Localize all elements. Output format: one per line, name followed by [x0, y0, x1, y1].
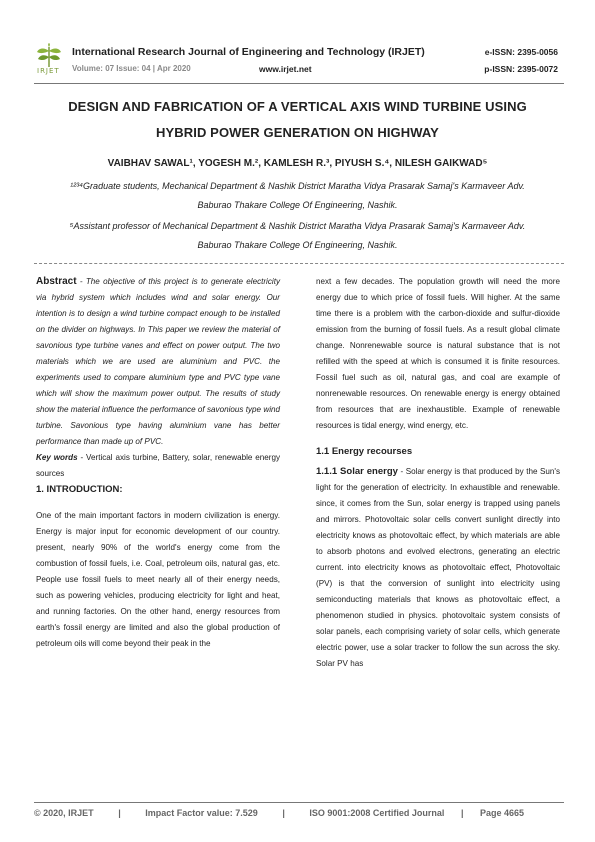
title-line-1: DESIGN AND FABRICATION OF A VERTICAL AXIS WIND TURBINE USING: [68, 99, 527, 114]
section-1-1-heading: 1.1 Energy recourses: [316, 446, 413, 457]
footer-impact-factor: Impact Factor value: 7.529: [145, 808, 258, 818]
footer-iso: ISO 9001:2008 Certified Journal: [309, 808, 445, 818]
header-divider: [34, 83, 564, 84]
authors: VAIBHAV SAWAL¹, YOGESH M.², KAMLESH R.³, PIYUSH S.⁴, NILESH GAIKWAD⁵: [107, 158, 488, 169]
footer-divider: [34, 802, 564, 803]
keywords: [36, 450, 280, 482]
journal-url[interactable]: www.irjet.net: [259, 64, 312, 74]
affiliation-2-line-1: ⁵Assistant professor of Mechanical Department & Nashik District Maratha Vidya Prasarak Samaj's Karmaveer Adv.: [69, 221, 526, 231]
intro-paragraph: One of the main important factors in modern civilization is energy. Energy is major input for economic development of our country. present, nearly 90% of the world's energy come from the combustion of fossil fuels, i.e. Coal, petroleum oils, natural gas, etc. People use fossil fuels to meet nearly all of their energy needs, such as powering vehicles, producing electricity for light and heat, and running factories. On the other hand, energy resources from earth's fossil energy are limited and also the global production of petroleum oils will come beyond their peak in the: [36, 511, 280, 648]
intro-heading: 1. INTRODUCTION:: [36, 484, 123, 495]
page-footer: © 2020, IRJET | Impact Factor value: 7.529 | ISO 9001:2008 Certified Journal | Page 4665: [34, 808, 525, 818]
volume-issue: Volume: 07 Issue: 04 | Apr 2020: [72, 64, 191, 73]
abstract-text: - The objective of this project is to generate electricity via hybrid system which includes wind and solar energy. Our intention is to design a wind turbine compact enough to be installed on the divider on highways. In This paper we review the material of savonious type turbine vanes and effect on power output. The two materials which we are used are aluminium and PVC. the experiments used to compare aluminium type and PVC type vane which will show the maximum power output. The results of study show the material influence the performance of savonious type wind turbine. Savonious type having aluminium vane has better performance than made up of PVC.: [36, 277, 280, 446]
keywords-text: - Vertical axis turbine, Battery, solar, renewable energy sources: [36, 453, 280, 478]
logo-text: IRJET: [37, 67, 60, 75]
paper-title: [30, 94, 565, 146]
affiliation-1-line-1: ¹²³⁴Graduate students, Mechanical Department & Nashik District Maratha Vidya Prasarak Samaj's Karmaveer Adv.: [70, 181, 525, 191]
title-line-2: HYBRID POWER GENERATION ON HIGHWAY: [156, 125, 439, 140]
dashed-separator: [34, 263, 564, 264]
affiliation-1-line-2: Baburao Thakare College Of Engineering, Nashik.: [197, 200, 398, 210]
journal-header: [34, 43, 564, 81]
affiliation-2: [40, 217, 555, 255]
solar-energy-paragraph: [316, 464, 560, 672]
e-issn: e-ISSN: 2395-0056: [484, 47, 558, 57]
right-column: [316, 274, 560, 672]
solar-energy-text: - Solar energy is that produced by the Sun's light for the generation of electricity. In exhaustible and renewable. since, it comes from the Sun, solar energy is trapped using panels and mirrors. Photovoltaic solar cells convert sunlight directly into electricity knows as photovoltaic effect, by which materials are able to absorb photons and evolved electrons, generating an electric current. into electricity knows as photovoltaic effect, Photovoltaic (PV) is that the conversion of sunlight into electricity using semiconducting materials that knows as photovoltaic effect, a phenomenon studied in physics. photovoltaic system consists of solar panels, each comprising variety of solar cells, which generate electric power, use a solar tracker to follow the sun across the sky. Solar PV has: [316, 467, 560, 668]
leaf-logo-icon: [34, 43, 64, 69]
left-column: [36, 274, 280, 652]
section-1-1-1-heading: 1.1.1 Solar energy: [316, 466, 398, 477]
keywords-label: Key words: [36, 453, 78, 462]
affiliation-1: [40, 177, 555, 215]
right-paragraph-1: next a few decades. The population growth will need the more energy due to which price of fossil fuels. Will higher. At the same time there is a problem with the carbon-dioxide and sulfur-dioxide emission from the burning of fossil fuels. As a result global climate change. Nonrenewable source is natural substance that is not refilled with the speed at which is consumed it is finite resources. Fossil fuel such as oil, natural gas, and coal are example of nonrenewable resources. On renewable energy is energy obtained from resources that are inexhaustible. Example of renewable resources is tidal energy, wind energy, etc.: [316, 277, 560, 430]
footer-page-number: Page 4665: [479, 808, 525, 818]
abstract-label: Abstract: [36, 276, 77, 287]
footer-copyright: © 2020, IRJET: [34, 808, 94, 818]
journal-name: International Research Journal of Engineering and Technology (IRJET): [72, 46, 425, 58]
irjet-logo: [34, 43, 64, 79]
p-issn: p-ISSN: 2395-0072: [484, 64, 558, 74]
affiliation-2-line-2: Baburao Thakare College Of Engineering, Nashik.: [197, 240, 398, 250]
abstract: [36, 274, 280, 450]
